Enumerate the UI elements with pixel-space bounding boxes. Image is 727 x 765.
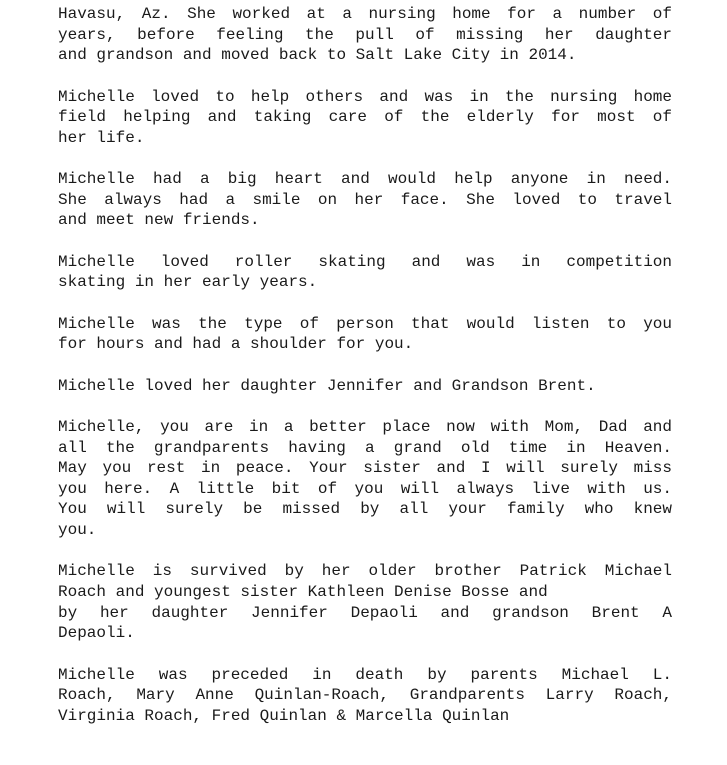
text-line: Michelle, you are in a better place now with Mom, Dad and (58, 418, 672, 437)
paragraph-preceded-by (58, 665, 672, 727)
text-line: Virginia Roach, Fred Quinlan & Marcella Quinlan (58, 706, 510, 725)
text-line: by her daughter Jennifer Depaoli and grandson Brent A (58, 603, 672, 622)
text-line: Michelle was the type of person that would listen to you (58, 314, 672, 333)
text-line: Michelle is survived by her older brother Patrick Michael (58, 562, 672, 581)
text-line: Michelle loved her daughter Jennifer and Grandson Brent. (58, 376, 596, 395)
text-line: for hours and had a shoulder for you. (58, 335, 414, 354)
text-line: Michelle was preceded in death by parents Michael L. (58, 665, 672, 684)
text-line: You will surely be missed by all your family who knew (58, 500, 672, 519)
text-line: you here. A little bit of you will always live with us. (58, 479, 672, 498)
text-line: years, before feeling the pull of missing her daughter (58, 25, 672, 44)
text-line: all the grandparents having a grand old time in Heaven. (58, 438, 672, 457)
text-line: Havasu, Az. She worked at a nursing home for a number of (58, 5, 672, 23)
text-line: her life. (58, 128, 145, 147)
text-line: and meet new friends. (58, 211, 260, 230)
text-line: Roach, Mary Anne Quinlan-Roach, Grandparents Larry Roach, (58, 686, 672, 705)
paragraph-loved-family (58, 376, 672, 397)
paragraph-listener (58, 314, 672, 355)
text-line: She always had a smile on her face. She loved to travel (58, 190, 672, 209)
paragraph-moved-back (58, 4, 672, 66)
text-line: skating in her early years. (58, 273, 318, 292)
obituary-text (58, 4, 672, 726)
paragraph-survived-by (58, 561, 672, 643)
text-line: you. (58, 521, 97, 540)
paragraph-roller-skating (58, 252, 672, 293)
paragraph-big-heart (58, 169, 672, 231)
text-line: Depaoli. (58, 624, 135, 643)
text-line: Michelle loved to help others and was in the nursing home (58, 87, 672, 106)
text-line: Michelle loved roller skating and was in competition (58, 252, 672, 271)
text-line: and grandson and moved back to Salt Lake City in 2014. (58, 46, 577, 65)
text-line: May you rest in peace. Your sister and I will surely miss (58, 459, 672, 478)
text-line: field helping and taking care of the elderly for most of (58, 108, 672, 127)
text-line: Roach and youngest sister Kathleen Denise Bosse and (58, 583, 548, 602)
paragraph-farewell (58, 417, 672, 541)
text-line: Michelle had a big heart and would help anyone in need. (58, 170, 672, 189)
paragraph-nursing-career (58, 87, 672, 149)
